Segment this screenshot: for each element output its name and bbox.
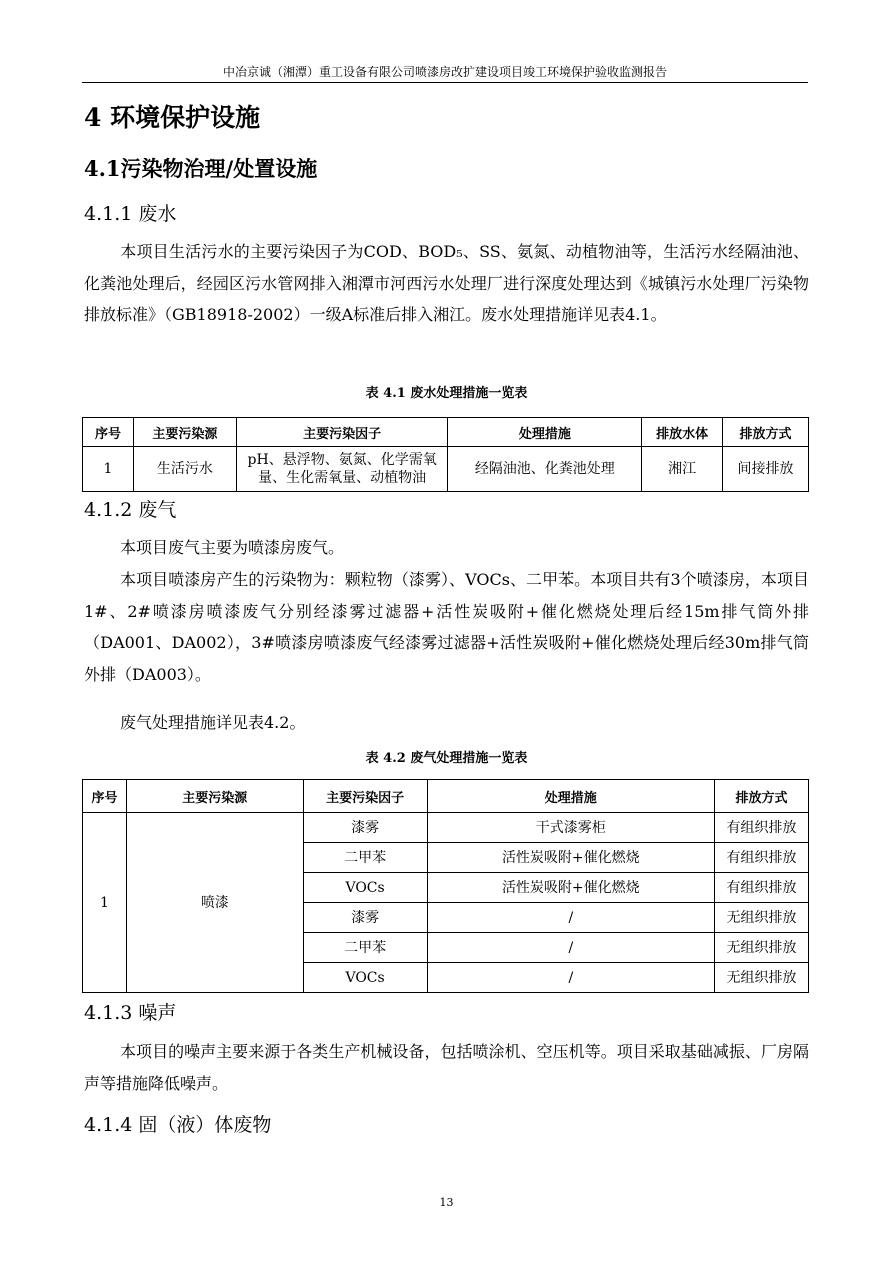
noise-text: 本项目的噪声主要来源于各类生产机械设备，包括喷涂机、空压机等。项目采取基础减振、厂房隔声等措施降低噪声。 xyxy=(84,1042,809,1093)
chapter-title: 4 环境保护设施 xyxy=(84,103,261,132)
cell-measure: 干式漆雾柜 xyxy=(427,813,715,843)
waste-gas-paragraph-1 xyxy=(84,532,809,564)
cell-factor: 二甲苯 xyxy=(303,843,427,873)
cell-factors xyxy=(236,447,448,492)
cell-water-body: 湘江 xyxy=(642,447,723,492)
table-4-1-caption: 表 4.1 废水处理措施一览表 xyxy=(365,386,528,401)
cell-source: 喷漆 xyxy=(126,813,303,993)
cell-factor: 二甲苯 xyxy=(303,933,427,963)
wastewater-text: 本项目生活污水的主要污染因子为COD、BOD₅、SS、氨氮、动植物油等，生活污水经隔油池、化粪池处理后，经园区污水管网排入湘潭市河西污水处理厂进行深度处理达到《城镇污水处理厂污染物排放标准》（GB18918-2002）一级A标准后排入湘江。废水处理措施详见表4.1。 xyxy=(84,242,809,325)
col-source: 主要污染源 xyxy=(126,780,303,813)
heading-4-1-3: 4.1.3 噪声 xyxy=(84,1002,177,1024)
table-header-row xyxy=(83,780,809,813)
cell-factor: 漆雾 xyxy=(303,903,427,933)
cell-discharge: 有组织排放 xyxy=(715,873,809,903)
cell-measure: / xyxy=(427,963,715,993)
table-row xyxy=(83,447,809,492)
cell-discharge: 有组织排放 xyxy=(715,843,809,873)
factors-line-2: 量、生化需氧量、动植物油 xyxy=(258,470,427,486)
cell-discharge: 有组织排放 xyxy=(715,813,809,843)
table-row xyxy=(83,813,809,843)
heading-4-1-4: 4.1.4 固（液）体废物 xyxy=(84,1114,272,1136)
cell-factor: VOCs xyxy=(303,873,427,903)
cell-discharge: 间接排放 xyxy=(723,447,809,492)
waste-gas-text-2: 本项目喷漆房产生的污染物为：颗粒物（漆雾）、VOCs、二甲苯。本项目共有3个喷漆房，本项目1#、2#喷漆房喷漆废气分别经漆雾过滤器+活性炭吸附+催化燃烧处理后经15m排气筒外排（DA001、DA002），3#喷漆房喷漆废气经漆雾过滤器+活性炭吸附+催化燃烧处理后经30m排气筒外排（DA003）。 xyxy=(84,570,809,685)
cell-source: 生活污水 xyxy=(133,447,236,492)
cell-no: 1 xyxy=(83,447,134,492)
table-4-2-caption: 表 4.2 废气处理措施一览表 xyxy=(365,751,528,766)
cell-discharge: 无组织排放 xyxy=(715,963,809,993)
col-measure: 处理措施 xyxy=(427,780,715,813)
col-no: 序号 xyxy=(83,418,134,447)
waste-gas-text-3: 废气处理措施详见表4.2。 xyxy=(120,713,306,732)
col-factor: 主要污染因子 xyxy=(303,780,427,813)
heading-4-1-2: 4.1.2 废气 xyxy=(84,499,177,521)
wastewater-paragraph xyxy=(84,236,809,331)
cell-measure: 经隔油池、化粪池处理 xyxy=(448,447,642,492)
waste-gas-table xyxy=(82,779,809,993)
cell-measure: 活性炭吸附+催化燃烧 xyxy=(427,843,715,873)
cell-discharge: 无组织排放 xyxy=(715,903,809,933)
table-header-row xyxy=(83,418,809,447)
header-rule xyxy=(82,82,808,83)
col-measure: 处理措施 xyxy=(448,418,642,447)
col-source: 主要污染源 xyxy=(133,418,236,447)
col-factors: 主要污染因子 xyxy=(236,418,448,447)
waste-gas-paragraph-2 xyxy=(84,564,809,691)
noise-paragraph xyxy=(84,1036,809,1099)
col-no: 序号 xyxy=(83,780,127,813)
factors-line-1: pH、悬浮物、氨氮、化学需氧 xyxy=(247,452,437,468)
cell-measure: / xyxy=(427,933,715,963)
col-discharge: 排放方式 xyxy=(723,418,809,447)
cell-factor: 漆雾 xyxy=(303,813,427,843)
cell-factor: VOCs xyxy=(303,963,427,993)
page-number: 13 xyxy=(439,1196,454,1209)
waste-gas-text-1: 本项目废气主要为喷漆房废气。 xyxy=(120,538,345,557)
col-discharge: 排放方式 xyxy=(715,780,809,813)
heading-4-1-1: 4.1.1 废水 xyxy=(84,203,177,225)
cell-measure: / xyxy=(427,903,715,933)
col-water-body: 排放水体 xyxy=(642,418,723,447)
cell-no: 1 xyxy=(83,813,127,993)
wastewater-table xyxy=(82,417,809,492)
section-title: 4.1污染物治理/处置设施 xyxy=(84,156,318,181)
cell-measure: 活性炭吸附+催化燃烧 xyxy=(427,873,715,903)
waste-gas-paragraph-3 xyxy=(84,707,809,739)
cell-discharge: 无组织排放 xyxy=(715,933,809,963)
running-header: 中冶京诚（湘潭）重工设备有限公司喷漆房改扩建设项目竣工环境保护验收监测报告 xyxy=(222,65,667,79)
